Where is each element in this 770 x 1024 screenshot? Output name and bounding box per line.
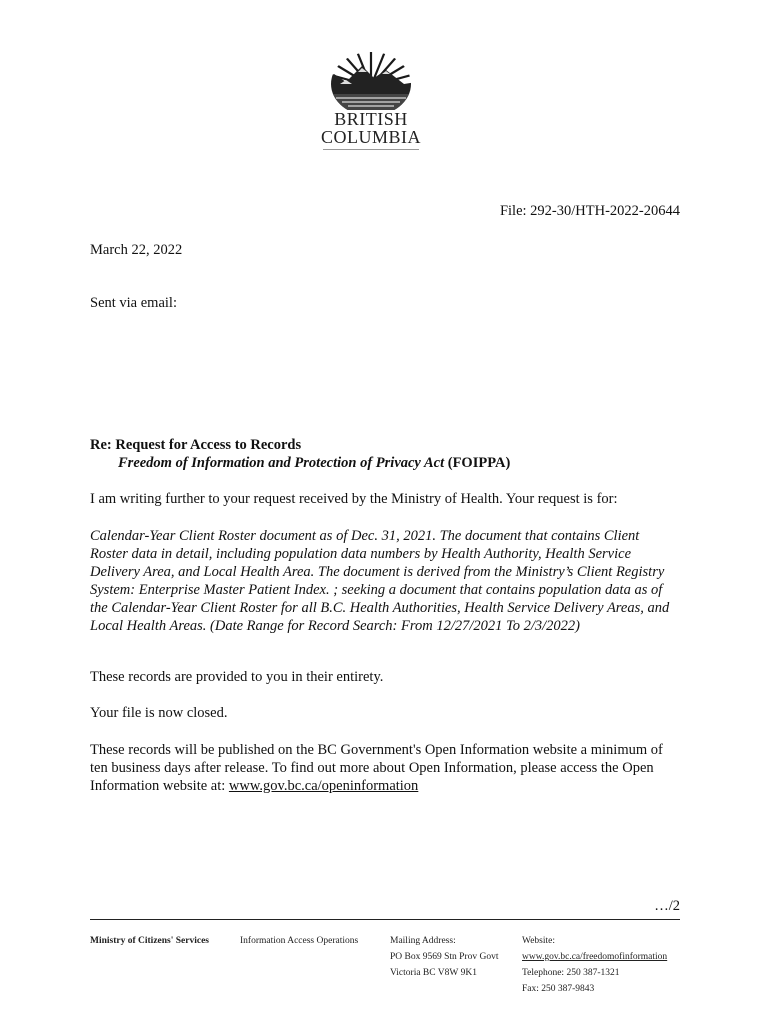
intro-paragraph: I am writing further to your request received by the Ministry of Health. Your request is for: [90, 491, 618, 507]
subject-line: Re: Request for Access to Records [90, 437, 302, 453]
footer-divider [90, 919, 680, 920]
request-description: Calendar-Year Client Roster document as of Dec. 31, 2021. The document that contains Client Roster data in detail, including population data numbers by Health Authority, Health Service Delivery Area, and Local Health Area. The document is derived from the Ministry’s Client Registry System: Enterprise Master Patient Index. ; seeking a document that contains population data as of the Calendar-Year Client Roster for all B.C. Health Authorities, Health Service Delivery Areas, and Local Health Areas. (Date Range for Record Search: From 12/27/2021 To 2/3/2022) [90, 528, 670, 634]
act-abbreviation: (FOIPPA) [444, 455, 511, 471]
website-label: Website: [522, 936, 556, 946]
logo-wordmark [312, 110, 430, 146]
subject-act-line [90, 454, 510, 472]
mailing-label: Mailing Address: [390, 936, 456, 946]
telephone: Telephone: 250 387-1321 [522, 968, 620, 978]
logo-line-british: BRITISH [334, 109, 408, 129]
subject-block [90, 436, 510, 472]
website-link[interactable]: www.gov.bc.ca/freedomofinformation [522, 952, 668, 962]
footer-contact [522, 933, 667, 997]
bc-sunset-mountains-emblem [312, 44, 430, 110]
footer-ministry: Ministry of Citizens' Services [90, 936, 209, 946]
page-continuation: …/2 [654, 898, 680, 914]
open-information-link[interactable]: www.gov.bc.ca/openinformation [228, 778, 419, 794]
entirety-paragraph: These records are provided to you in their entirety. [90, 669, 384, 685]
delivery-method: Sent via email: [90, 295, 177, 311]
file-closed-paragraph: Your file is now closed. [90, 705, 228, 721]
logo-underline [323, 149, 419, 150]
logo-line-columbia: COLUMBIA [320, 127, 421, 147]
bc-government-logo [312, 44, 430, 148]
act-name: Freedom of Information and Protection of Privacy Act [118, 455, 445, 471]
footer-office: Information Access Operations [240, 936, 359, 946]
mailing-line-2: Victoria BC V8W 9K1 [390, 968, 477, 978]
mailing-line-1: PO Box 9569 Stn Prov Govt [390, 952, 499, 962]
publication-paragraph [90, 741, 680, 795]
footer-mailing-address [390, 933, 498, 981]
file-number: File: 292-30/HTH-2022-20644 [499, 203, 680, 219]
letter-date: March 22, 2022 [90, 242, 183, 258]
fax: Fax: 250 387-9843 [522, 984, 595, 994]
publication-text: These records will be published on the BC Government's Open Information website a minimum of ten business days after release. To find out more about Open Information, please access the Open Information website at: [90, 742, 663, 794]
